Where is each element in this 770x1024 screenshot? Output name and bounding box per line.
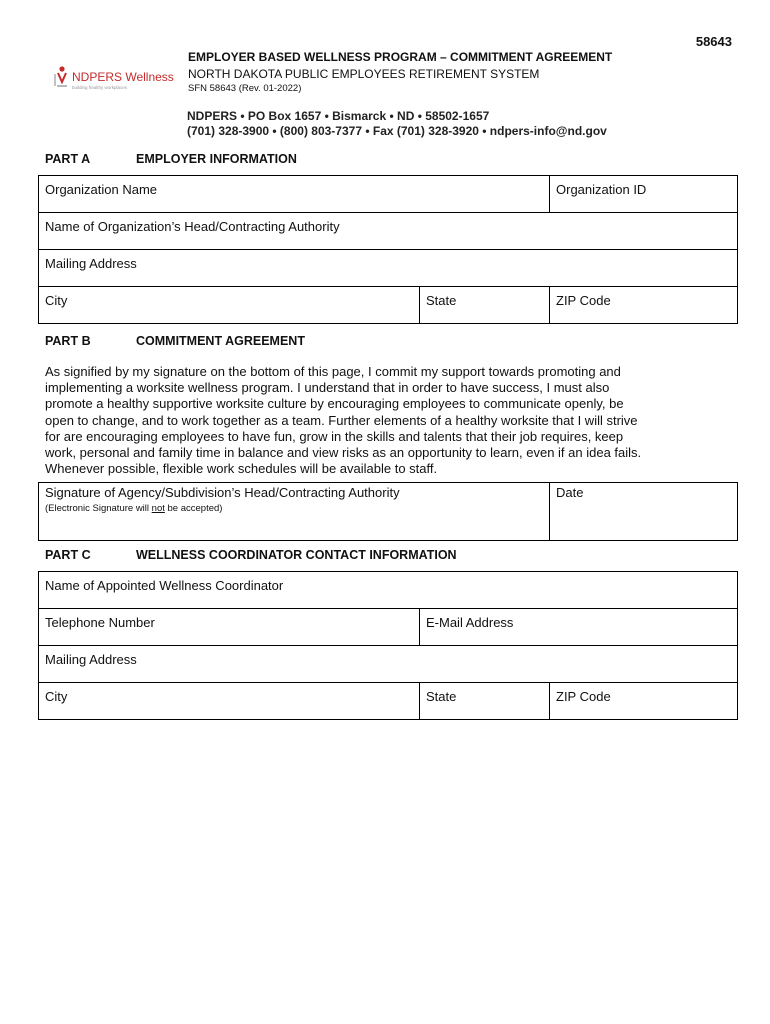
signature-note-emphasis: not — [151, 503, 165, 514]
city-field[interactable] — [39, 287, 420, 324]
coordinator-state-field[interactable] — [420, 683, 550, 720]
coordinator-mailing-address-field[interactable] — [39, 646, 738, 683]
paragraph-line: promote a healthy supportive worksite culture by encouraging employees to communicate openly, be — [45, 396, 624, 412]
city-label: City — [45, 293, 68, 308]
contact-phone-email: (701) 328-3900 • (800) 803-7377 • Fax (701) 328-3920 • ndpers-info@nd.gov — [187, 124, 607, 138]
coordinator-zip-field[interactable] — [550, 683, 738, 720]
head-authority-field[interactable] — [39, 213, 738, 250]
commitment-paragraph — [45, 364, 695, 477]
telephone-label: Telephone Number — [45, 615, 155, 630]
signature-table — [38, 482, 738, 541]
organization-name-field[interactable] — [39, 176, 550, 213]
coordinator-state-label: State — [426, 689, 457, 704]
ndpers-wellness-logo — [54, 64, 178, 92]
coordinator-city-field[interactable] — [39, 683, 420, 720]
mailing-address-label: Mailing Address — [45, 256, 137, 271]
organization-id-label: Organization ID — [556, 182, 647, 197]
organization-name-label: Organization Name — [45, 182, 157, 197]
logo-tagline: building healthy workplaces — [72, 85, 128, 90]
contact-address: NDPERS • PO Box 1657 • Bismarck • ND • 58502-1657 — [187, 109, 490, 123]
organization-id-field[interactable] — [550, 176, 738, 213]
form-subtitle: NORTH DAKOTA PUBLIC EMPLOYEES RETIREMENT SYSTEM — [188, 67, 540, 81]
form-title: EMPLOYER BASED WELLNESS PROGRAM – COMMITMENT AGREEMENT — [188, 50, 613, 64]
signature-label: Signature of Agency/Subdivision’s Head/Contracting Authority — [45, 485, 400, 500]
date-label: Date — [556, 485, 584, 500]
paragraph-line: implementing a worksite wellness program. I understand that in order to have success, I must also — [45, 380, 610, 396]
telephone-field[interactable] — [39, 609, 420, 646]
mailing-address-field[interactable] — [39, 250, 738, 287]
logo-graphic — [54, 64, 178, 92]
date-field[interactable] — [550, 483, 738, 541]
paragraph-line: open to change, and to work together as a team. Further elements of a healthy worksite that I will strive — [45, 412, 638, 428]
signature-note-text: (Electronic Signature will — [45, 503, 152, 514]
head-authority-label: Name of Organization’s Head/Contracting Authority — [45, 219, 340, 234]
signature-note — [45, 503, 549, 514]
coordinator-name-label: Name of Appointed Wellness Coordinator — [45, 578, 284, 593]
form-sfn: SFN 58643 (Rev. 01-2022) — [188, 83, 302, 94]
part-b-title: COMMITMENT AGREEMENT — [136, 334, 305, 348]
email-field[interactable] — [420, 609, 738, 646]
part-b-label: PART B — [45, 334, 91, 348]
part-a-heading — [45, 152, 297, 166]
email-label: E-Mail Address — [426, 615, 514, 630]
form-number: 58643 — [695, 34, 732, 49]
zip-field[interactable] — [550, 287, 738, 324]
paragraph-line: Whenever possible, flexible work schedules will be available to staff. — [45, 461, 438, 477]
employer-information-table — [38, 175, 738, 324]
zip-label: ZIP Code — [556, 293, 611, 308]
part-c-title: WELLNESS COORDINATOR CONTACT INFORMATION — [136, 548, 457, 562]
state-label: State — [426, 293, 457, 308]
coordinator-contact-table — [38, 571, 738, 720]
part-b-heading — [45, 334, 305, 348]
paragraph-line: work, personal and family time in balance and view risks as an opportunity to learn, even if an idea fails. — [45, 445, 642, 461]
paragraph-line: for are encouraging employees to have fun, grow in the skills and talents that their job requires, keep — [45, 428, 624, 444]
coordinator-city-label: City — [45, 689, 68, 704]
signature-note-text-end: be accepted) — [164, 503, 223, 514]
paragraph-line: As signified by my signature on the bottom of this page, I commit my support towards promoting and — [45, 364, 621, 379]
state-field[interactable] — [420, 287, 550, 324]
coordinator-mailing-address-label: Mailing Address — [45, 652, 137, 667]
part-c-label: PART C — [45, 548, 91, 562]
signature-field[interactable] — [39, 483, 550, 541]
coordinator-name-field[interactable] — [39, 572, 738, 609]
logo-text: NDPERS Wellness — [72, 70, 174, 84]
part-c-heading — [45, 548, 457, 562]
part-a-label: PART A — [45, 152, 91, 166]
part-a-title: EMPLOYER INFORMATION — [136, 152, 297, 166]
coordinator-zip-label: ZIP Code — [556, 689, 611, 704]
